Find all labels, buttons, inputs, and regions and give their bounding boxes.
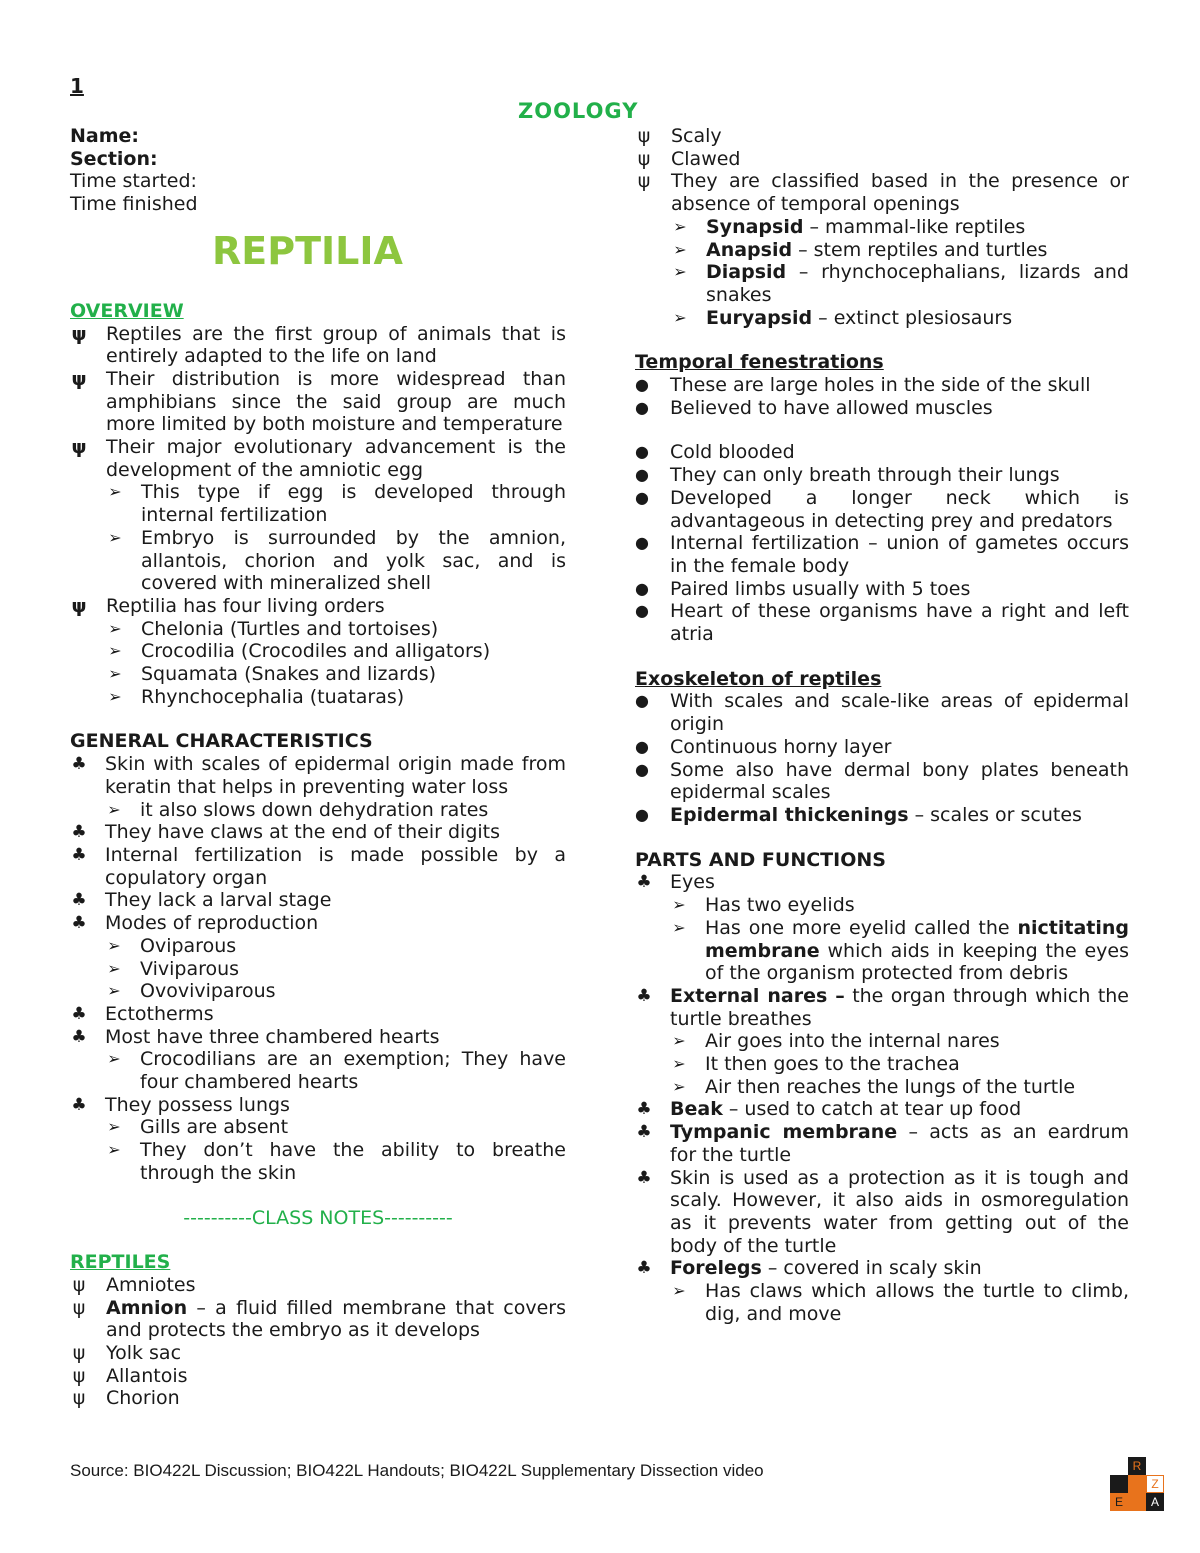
list-item: ● They can only breath through their lungs: [635, 464, 1060, 487]
logo-letter-r: R: [1128, 1457, 1146, 1475]
bullet-icon: ●: [635, 691, 649, 711]
bullet-icon: ●: [635, 759, 649, 779]
club-icon: ♣: [71, 1094, 87, 1115]
club-icon: ♣: [71, 1003, 87, 1024]
arrow-icon: ➢: [107, 935, 121, 955]
time-finished-label: Time finished: [70, 193, 198, 216]
psi-icon: ψ: [72, 1364, 86, 1387]
arrow-icon: ➢: [672, 1281, 686, 1301]
bullet-icon: ●: [635, 465, 649, 485]
arrow-icon: ➢: [107, 799, 121, 819]
bullet-icon: ●: [635, 442, 649, 462]
list-item: ➢ Crocodilians are an exemption; They have four chambered hearts: [105, 1048, 566, 1093]
bullet-icon: ●: [635, 601, 649, 621]
list-item: ♣ They have claws at the end of their digits: [71, 821, 501, 844]
header-fields: [70, 125, 566, 216]
main-title: REPTILIA: [212, 228, 403, 273]
list-item: ψ Reptilia has four living orders ➢ Chelonia (Turtles and tortoises) ➢ Crocodilia (Crocodiles and alligators) ➢ Squamata (Snakes and lizards) ➢ Rhynchocephalia (tuataras): [70, 595, 566, 709]
arrow-icon: ➢: [672, 895, 686, 915]
list-item: ➢ it also slows down dehydration rates: [105, 799, 566, 822]
logo: [1110, 1457, 1164, 1511]
psi-icon: ψ: [72, 1387, 86, 1410]
list-item: ♣ Forelegs – covered in scaly skin ➢ Has claws which allows the turtle to climb, dig, and move: [636, 1257, 1129, 1325]
bullet-icon: ●: [635, 804, 649, 824]
list-item: ➢ Has one more eyelid called the nictitating membrane which aids in keeping the eyes of the organism protected from debris: [670, 917, 1129, 985]
arrow-icon: ➢: [672, 917, 686, 937]
list-item: ➢ Has claws which allows the turtle to climb, dig, and move: [670, 1280, 1129, 1325]
list-item: ♣ Tympanic membrane – acts as an eardrum for the turtle: [636, 1121, 1129, 1166]
list-item: ψ Scaly: [635, 125, 1129, 148]
logo-letter-a: A: [1146, 1493, 1164, 1511]
arrow-icon: ➢: [672, 1054, 686, 1074]
source-footer: Source: BIO422L Discussion; BIO422L Handouts; BIO422L Supplementary Dissection video: [70, 1461, 764, 1480]
list-item: ● Heart of these organisms have a right and left atria: [635, 600, 1129, 646]
bullet-icon: ●: [635, 736, 649, 756]
list-item: ♣ They possess lungs ➢ Gills are absent ➢ They don’t have the ability to breathe through the skin: [71, 1093, 566, 1184]
club-icon: ♣: [636, 1258, 652, 1279]
class-notes-divider: ----------CLASS NOTES----------: [183, 1206, 453, 1229]
list-item: ➢ Has two eyelids: [670, 894, 1129, 917]
nares-sublist: [670, 1030, 1129, 1098]
arrow-icon: ➢: [673, 216, 687, 236]
list-item: ♣ Skin is used as a protection as it is tough and scaly. However, it also aids in osmoregulation as it prevents water from getting out of the body of the turtle: [636, 1166, 1129, 1257]
list-item: ➢ Chelonia (Turtles and tortoises): [106, 618, 566, 641]
temporal-list: [635, 374, 1129, 419]
list-item: ♣ Beak – used to catch at tear up food: [636, 1098, 1022, 1121]
skull-types-sublist: [671, 216, 1129, 330]
list-item: ➢ This type if egg is developed through internal fertilization: [106, 481, 566, 526]
list-item: ➢ Synapsid – mammal-like reptiles: [671, 216, 1129, 239]
exoskeleton-heading: Exoskeleton of reptiles: [635, 667, 882, 690]
reptiles-heading: REPTILES: [70, 1251, 171, 1274]
list-item: ● Continuous horny layer: [635, 735, 892, 758]
list-item: ● Believed to have allowed muscles: [635, 396, 993, 419]
list-item: ➢ It then goes to the trachea: [670, 1053, 1129, 1076]
list-item: ● Epidermal thickenings – scales or scutes: [635, 803, 1082, 826]
psi-icon: ψ: [637, 125, 651, 147]
list-item: ♣ Modes of reproduction ➢ Oviparous ➢ Viviparous ➢ Ovoviviparous: [70, 912, 566, 1003]
club-icon: ♣: [636, 872, 652, 893]
arrow-icon: ➢: [107, 1140, 121, 1160]
list-item: ψ Amnion – a fluid filled membrane that covers and protects the embryo as it develops: [70, 1297, 566, 1342]
list-item: ➢ Air then reaches the lungs of the turtle: [670, 1076, 1129, 1099]
club-icon: ♣: [71, 1026, 87, 1047]
club-icon: ♣: [636, 1167, 652, 1188]
list-item: ψ They are classified based in the presence or absence of temporal openings ➢ Synapsid – mammal-like reptiles ➢ Anapsid – stem reptiles and turtles ➢ Diapsid – rhynchocephalians, lizards and snakes ➢ Euryapsid – extinct plesiosaurs: [635, 170, 1129, 329]
arrow-icon: ➢: [673, 307, 687, 327]
eyes-sublist: [670, 894, 1129, 985]
logo-letter-z: Z: [1146, 1475, 1164, 1493]
club-icon: ♣: [71, 890, 87, 911]
bullet-icon: ●: [635, 533, 649, 553]
parts-list: [635, 871, 1129, 1325]
list-item: ψ Chorion: [70, 1387, 566, 1410]
list-item: ♣ They lack a larval stage: [71, 889, 332, 912]
club-icon: ♣: [636, 985, 652, 1006]
right-column: [635, 125, 1129, 1325]
arrow-icon: ➢: [108, 664, 122, 684]
name-label: Name:: [70, 125, 140, 147]
club-icon: ♣: [71, 913, 87, 934]
list-item: ● Developed a longer neck which is advantageous in detecting prey and predators: [635, 486, 1129, 532]
psi-icon: ψ: [71, 367, 87, 390]
reproduction-sublist: [105, 935, 566, 1003]
bullet-icon: ●: [635, 397, 649, 417]
list-item: ● With scales and scale-like areas of epidermal origin: [635, 690, 1129, 736]
arrow-icon: ➢: [672, 1031, 686, 1051]
arrow-icon: ➢: [107, 981, 121, 1001]
orders-sublist: [106, 618, 566, 709]
list-item: ● Internal fertilization – union of gametes occurs in the female body: [635, 532, 1129, 577]
list-item: ● Some also have dermal bony plates beneath epidermal scales: [635, 758, 1129, 804]
arrow-icon: ➢: [107, 1049, 121, 1069]
list-item: ➢ They don’t have the ability to breathe through the skin: [105, 1139, 566, 1184]
list-item: ψ Their major evolutionary advancement is the development of the amniotic egg ➢ This type if egg is developed through internal fertilization ➢ Embryo is surrounded by the amnion, allantois, chorion and yolk sac, and is covered with mineralized shell: [71, 436, 566, 595]
characteristics-list: [635, 441, 1129, 645]
club-icon: ♣: [636, 1099, 652, 1120]
overview-list: [70, 323, 566, 709]
list-item: ➢ Rhynchocephalia (tuataras): [106, 686, 566, 709]
logo-cell: [1146, 1457, 1164, 1475]
logo-cell: [1128, 1493, 1146, 1511]
arrow-icon: ➢: [108, 482, 122, 502]
temporal-heading: Temporal fenestrations: [635, 351, 884, 374]
psi-icon: ψ: [637, 147, 651, 170]
psi-icon: ψ: [71, 436, 87, 459]
psi-icon: ψ: [72, 1342, 86, 1365]
bullet-icon: ●: [635, 487, 649, 507]
traits-list: [635, 125, 1129, 329]
psi-icon: ψ: [72, 1296, 86, 1319]
list-item: ➢ Crocodilia (Crocodiles and alligators): [106, 640, 566, 663]
course-title: ZOOLOGY: [518, 99, 639, 123]
parts-heading: PARTS AND FUNCTIONS: [635, 848, 886, 871]
arrow-icon: ➢: [672, 1076, 686, 1096]
list-item: ➢ Gills are absent: [105, 1116, 566, 1139]
logo-cell: [1128, 1475, 1146, 1493]
arrow-icon: ➢: [108, 686, 122, 706]
reptiles-list: [70, 1274, 566, 1410]
time-started-label: Time started:: [70, 170, 197, 193]
general-list: [70, 753, 566, 1184]
arrow-icon: ➢: [673, 239, 687, 259]
egg-sublist: [106, 481, 566, 595]
exoskeleton-list: [635, 690, 1129, 826]
list-item: ψ Their distribution is more widespread than amphibians since the said group are much more limited by both moisture and temperature: [71, 367, 566, 436]
list-item: ♣ Internal fertilization is made possible by a copulatory organ: [71, 843, 566, 889]
arrow-icon: ➢: [108, 641, 122, 661]
list-item: ♣ Skin with scales of epidermal origin made from keratin that helps in preventing water loss ➢ it also slows down dehydration rates: [71, 753, 566, 821]
general-heading: GENERAL CHARACTERISTICS: [70, 730, 373, 753]
list-item: ➢ Diapsid – rhynchocephalians, lizards and snakes: [671, 261, 1129, 306]
list-item: ➢ Air goes into the internal nares: [670, 1030, 1129, 1053]
club-icon: ♣: [71, 822, 87, 843]
logo-cell: [1110, 1457, 1128, 1475]
list-item: ● Paired limbs usually with 5 toes: [635, 577, 971, 600]
logo-cell: [1110, 1475, 1128, 1493]
arrow-icon: ➢: [107, 958, 121, 978]
list-item: ● These are large holes in the side of the skull: [635, 374, 1091, 397]
list-item: ➢ Ovoviviparous: [105, 980, 566, 1003]
list-item: ➢ Squamata (Snakes and lizards): [106, 663, 566, 686]
club-icon: ♣: [71, 844, 87, 865]
overview-heading: OVERVIEW: [70, 299, 184, 322]
arrow-icon: ➢: [108, 618, 122, 638]
arrow-icon: ➢: [107, 1117, 121, 1137]
club-icon: ♣: [636, 1122, 652, 1143]
psi-icon: ψ: [71, 594, 87, 617]
list-item: ψ Amniotes: [70, 1274, 566, 1297]
arrow-icon: ➢: [108, 527, 122, 547]
list-item: ➢ Euryapsid – extinct plesiosaurs: [671, 307, 1129, 330]
list-item: ψ Clawed: [635, 148, 1129, 171]
hearts-sublist: [105, 1048, 566, 1093]
list-item: ➢ Viviparous: [105, 958, 566, 981]
list-item: ➢ Embryo is surrounded by the amnion, allantois, chorion and yolk sac, and is covered with mineralized shell: [106, 527, 566, 595]
bullet-icon: ●: [635, 578, 649, 598]
list-item: ➢ Oviparous: [105, 935, 566, 958]
list-item: ♣ Eyes ➢ Has two eyelids ➢ Has one more eyelid called the nictitating membrane which aids in keeping the eyes of the organism protected from debris: [636, 871, 1129, 985]
section-label: Section:: [70, 147, 158, 170]
psi-icon: ψ: [637, 170, 651, 193]
club-icon: ♣: [71, 754, 87, 775]
list-item: ● Cold blooded: [635, 441, 795, 464]
page-number: 1: [70, 74, 84, 98]
list-item: ψ Reptiles are the first group of animals that is entirely adapted to the life on land: [71, 322, 566, 368]
lungs-sublist: [105, 1116, 566, 1184]
list-item: ψ Allantois: [70, 1365, 566, 1388]
bullet-icon: ●: [635, 375, 649, 395]
list-item: ψ Yolk sac: [70, 1342, 566, 1365]
skin-sublist: [105, 799, 566, 822]
psi-icon: ψ: [72, 1273, 86, 1296]
psi-icon: ψ: [71, 322, 87, 345]
list-item: ♣ External nares – the organ through which the turtle breathes ➢ Air goes into the internal nares ➢ It then goes to the trachea ➢ Air then reaches the lungs of the turtle: [636, 984, 1129, 1098]
list-item: ➢ Anapsid – stem reptiles and turtles: [671, 239, 1129, 262]
list-item: ♣ Most have three chambered hearts ➢ Crocodilians are an exemption; They have four chambered hearts: [71, 1025, 566, 1094]
left-column: [70, 125, 566, 1410]
forelegs-sublist: [670, 1280, 1129, 1325]
list-item: ♣ Ectotherms: [71, 1002, 214, 1025]
arrow-icon: ➢: [673, 262, 687, 282]
logo-letter-e: E: [1110, 1493, 1128, 1511]
